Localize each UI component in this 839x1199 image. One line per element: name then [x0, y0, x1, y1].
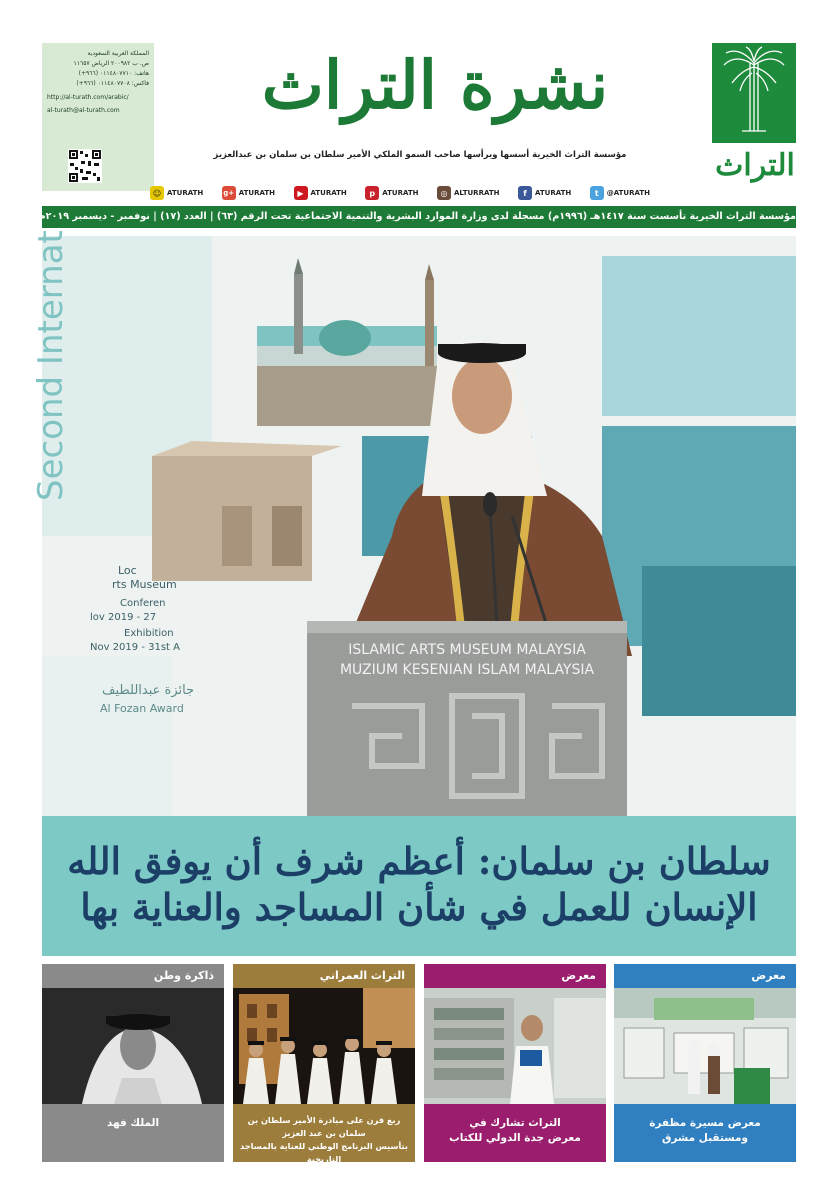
pinterest-icon: p [365, 186, 379, 200]
contact-box [42, 43, 154, 191]
social-bar [150, 184, 650, 202]
podium-line-2: MUZIUM KESENIAN ISLAM MALAYSIA [339, 662, 595, 678]
card-section-label: معرض [614, 964, 796, 988]
headline-line-2: الإنسان للعمل في شأن المساجد والعناية بها [80, 885, 758, 929]
qr-code-icon [68, 149, 102, 183]
card-caption: معرض مسيرة مظفرة ومستقبل مشرق [614, 1104, 796, 1162]
facebook-icon: f [518, 186, 532, 200]
award-english: Al Fozan Award [100, 702, 184, 715]
masthead-subtitle: مؤسسة التراث الخيرية أسسها ويرأسها صاحب السمو الملكي الأمير سلطان بن سلمان بن عبدالعزيز [213, 150, 627, 160]
headline-line-1: سلطان بن سلمان: أعظم شرف أن يوفق الله [67, 839, 771, 883]
logo-wordmark: التراث [715, 148, 795, 183]
poster-line: Loc [118, 564, 137, 577]
contact-pobox: ص. ب ٢٠٠٩٨٢ الرياض ١١٦٥٧ [73, 60, 149, 67]
social-facebook[interactable]: f ATURATH [518, 184, 571, 202]
contact-phone: هاتف: ٠١١٤٨٠٧٧١٠ (٩٦٦+) [78, 70, 149, 77]
poster-line: Conferen [120, 598, 166, 609]
poster-line: rts Museum [112, 578, 177, 591]
newsletter-title: نشرة التراث [261, 46, 609, 124]
social-youtube[interactable]: ▶ ATURATH [294, 184, 347, 202]
card-image [424, 988, 606, 1104]
award-arabic: جائزة عبداللطيف [102, 683, 195, 698]
headline [42, 816, 796, 956]
card-caption: ربع قرن على مبادرة الأمير سلطان بن سلمان بن عبد العزيز بتأسيس البرنامج الوطني للعناية بالمساجد التاريخية [233, 1104, 415, 1162]
card-image [614, 988, 796, 1104]
snapchat-icon: ☺ [150, 186, 164, 200]
main-photo [31, 230, 796, 816]
contact-email[interactable]: al-turath@al-turath.com [47, 107, 120, 114]
poster-title: Second Internat [31, 230, 71, 501]
social-instagram[interactable]: ◎ ALTURRATH [437, 184, 499, 202]
card-image [42, 988, 224, 1104]
card-urban-heritage[interactable] [233, 964, 415, 1162]
podium-line-1: ISLAMIC ARTS MUSEUM MALAYSIA [348, 642, 586, 658]
card-image [233, 988, 415, 1104]
contact-website[interactable]: http://al-turath.com/arabic/ [47, 94, 129, 101]
card-section-label: معرض [424, 964, 606, 988]
instagram-icon: ◎ [437, 186, 451, 200]
poster-line: Nov 2019 - 31st A [90, 642, 180, 653]
card-national-memory[interactable] [42, 964, 224, 1162]
card-caption: التراث تشارك في معرض جدة الدولي للكتاب [424, 1104, 606, 1162]
social-googleplus[interactable]: g+ ATURATH [222, 184, 275, 202]
card-caption: الملك فهد [42, 1104, 224, 1162]
info-strip: مؤسسة التراث الخيرية تأسست سنة ١٤١٧هـ (١٩٩٦م) مسجلة لدى وزارة الموارد البشرية والتنمية الاجتماعية تحت الرقم (٦٣) | العدد (١٧) | نوفمبر - ديسمبر ٢٠١٩م [42, 206, 796, 228]
youtube-icon: ▶ [294, 186, 308, 200]
poster-line: lov 2019 - 27 [90, 612, 157, 623]
card-section-label: التراث العمراني [233, 964, 415, 988]
social-pinterest[interactable]: p ATURATH [365, 184, 418, 202]
card-exhibition-journey[interactable] [614, 964, 796, 1162]
twitter-icon: t [590, 186, 604, 200]
contact-country: المملكة العربية السعودية [87, 50, 149, 57]
poster-line: Exhibition [124, 628, 174, 639]
social-snapchat[interactable]: ☺ ATURATH [150, 184, 203, 202]
googleplus-icon: g+ [222, 186, 236, 200]
card-section-label: ذاكرة وطن [42, 964, 224, 988]
palm-logo-icon [712, 43, 796, 143]
social-twitter[interactable]: t @ATURATH [590, 184, 650, 202]
card-jeddah-book-fair[interactable] [424, 964, 606, 1162]
contact-fax: فاكس: ٠١١٤٨٠٧٧٠٨ (٩٦٦+) [76, 80, 149, 87]
